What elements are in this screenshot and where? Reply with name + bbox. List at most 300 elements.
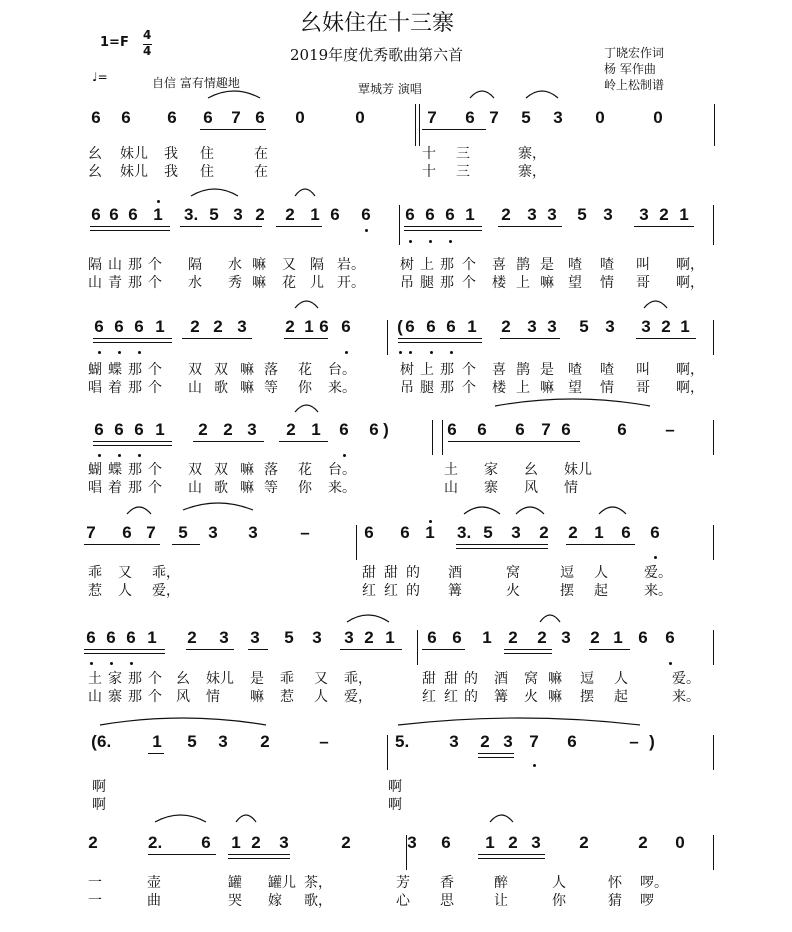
score-note: 6 xyxy=(477,420,487,439)
score-note: – xyxy=(629,732,639,751)
slur-arc xyxy=(495,399,650,406)
beam-line xyxy=(90,226,170,227)
score-note: 0 xyxy=(295,108,305,127)
slur-arc xyxy=(295,301,318,308)
lyric-syllable: 蝶 xyxy=(108,362,122,378)
score-note: 6 xyxy=(665,628,675,647)
score-note: 0 xyxy=(675,833,685,852)
score-note: 6 xyxy=(203,108,213,127)
lyric-syllable: 妹儿 xyxy=(206,671,234,687)
score-note: 6 xyxy=(400,523,410,542)
score-note: 5 xyxy=(284,628,294,647)
beam-line xyxy=(84,649,165,650)
score-note: 1 xyxy=(155,420,165,439)
lyric-syllable: 嫁 xyxy=(268,893,282,909)
lyric-syllable: 青 xyxy=(108,275,122,291)
score-note: 1 xyxy=(310,205,320,224)
lyric-syllable: 腿 xyxy=(420,380,434,396)
score-note: 2 xyxy=(508,628,518,647)
lyric-syllable: 喳 xyxy=(568,257,582,273)
lyric-syllable: 个 xyxy=(462,257,476,273)
lyric-syllable: 起 xyxy=(594,583,608,599)
lyric-syllable: 开。 xyxy=(337,275,365,291)
lyric-syllable: 住 xyxy=(200,164,214,180)
score-note: 3 xyxy=(527,317,537,336)
lyric-syllable: 着 xyxy=(108,480,122,496)
lyric-syllable: 山 xyxy=(88,689,102,705)
lyric-syllable: 爱， xyxy=(344,689,372,705)
score-note: 6 xyxy=(134,317,144,336)
lyric-syllable: 曲 xyxy=(147,893,161,909)
time-signature-top: 4 xyxy=(143,28,152,42)
lyric-syllable: 山 xyxy=(188,380,202,396)
key-signature: 1=F xyxy=(100,35,129,50)
beam-line xyxy=(504,653,552,654)
lyric-syllable: 啊 xyxy=(388,797,402,813)
lyric-syllable: 来。 xyxy=(672,689,700,705)
lyric-syllable: 猜 xyxy=(608,893,622,909)
score-note: 7 xyxy=(541,420,551,439)
octave-dot xyxy=(138,351,141,354)
beam-line xyxy=(636,338,696,339)
score-note: 2. xyxy=(148,833,163,852)
lyric-syllable: 人 xyxy=(614,671,628,687)
score-note: 2 xyxy=(501,205,511,224)
lyric-syllable: 人 xyxy=(314,689,328,705)
bar-line xyxy=(415,104,416,146)
slur-arc xyxy=(398,718,640,725)
lyric-syllable: 嘛 xyxy=(240,380,254,396)
lyric-syllable: 那 xyxy=(440,380,454,396)
score-note: 1 xyxy=(465,205,475,224)
lyric-syllable: 甜 xyxy=(422,671,436,687)
lyric-syllable: 来。 xyxy=(644,583,672,599)
beam-line xyxy=(634,226,694,227)
lyric-syllable: 个 xyxy=(462,380,476,396)
lyric-syllable: 啊 xyxy=(92,779,106,795)
lyric-syllable: 个 xyxy=(148,480,162,496)
score-note: ) xyxy=(649,732,655,751)
lyric-syllable: 红 xyxy=(444,689,458,705)
lyric-syllable: 在 xyxy=(254,146,268,162)
lyric-syllable: 爱。 xyxy=(644,565,672,581)
score-note: 3 xyxy=(639,205,649,224)
score-note: 3 xyxy=(208,523,218,542)
score-note: 6 xyxy=(94,317,104,336)
score-note: 6 xyxy=(319,317,329,336)
lyric-syllable: 寨， xyxy=(518,146,546,162)
score-note: 1 xyxy=(467,317,477,336)
score-note: 2 xyxy=(501,317,511,336)
octave-dot xyxy=(399,351,402,354)
lyric-syllable: 等 xyxy=(264,380,278,396)
lyric-syllable: 山 xyxy=(108,257,122,273)
score-note: 7 xyxy=(231,108,241,127)
score-note: 1 xyxy=(594,523,604,542)
beam-line xyxy=(182,338,252,339)
lyric-syllable: 火 xyxy=(506,583,520,599)
score-note: 6 xyxy=(515,420,525,439)
lyric-syllable: 隔 xyxy=(310,257,324,273)
beam-line xyxy=(478,757,514,758)
lyricist-credit: 丁晓宏作词 xyxy=(604,46,665,60)
score-note: 6 xyxy=(121,108,131,127)
lyric-syllable: 个 xyxy=(462,275,476,291)
lyric-syllable: 那 xyxy=(128,257,142,273)
score-note: 6 xyxy=(339,420,349,439)
lyric-syllable: 寨， xyxy=(518,164,546,180)
lyric-syllable: 那 xyxy=(128,671,142,687)
score-note: 3 xyxy=(561,628,571,647)
score-note: 2 xyxy=(480,732,490,751)
lyric-syllable: 是 xyxy=(540,257,554,273)
score-note: 3 xyxy=(407,833,417,852)
lyric-syllable: 甜 xyxy=(384,565,398,581)
score-note: 3 xyxy=(511,523,521,542)
score-note: 3 xyxy=(547,317,557,336)
score-note: 5 xyxy=(178,523,188,542)
slur-arc xyxy=(644,301,667,308)
score-note: 5 xyxy=(521,108,531,127)
lyric-syllable: 啰 xyxy=(640,893,654,909)
lyric-syllable: 人 xyxy=(552,875,566,891)
lyric-syllable: 蝶 xyxy=(108,462,122,478)
lyric-syllable: 花 xyxy=(282,275,296,291)
score-note: 1 xyxy=(304,317,314,336)
score-note: 3 xyxy=(553,108,563,127)
lyric-syllable: 的 xyxy=(464,671,478,687)
lyric-syllable: 篝 xyxy=(448,583,462,599)
lyric-syllable: 罐儿 xyxy=(268,875,296,891)
slur-arc xyxy=(183,503,253,510)
beam-line xyxy=(500,338,560,339)
composer-credit: 杨 军作曲 xyxy=(604,62,656,76)
score-note: 5 xyxy=(483,523,493,542)
lyric-syllable: 嘛 xyxy=(240,362,254,378)
bar-line xyxy=(442,420,443,455)
octave-dot xyxy=(157,200,160,203)
score-note: 2 xyxy=(539,523,549,542)
score-note: 6 xyxy=(446,317,456,336)
beam-line xyxy=(93,342,172,343)
lyric-syllable: 摆 xyxy=(580,689,594,705)
lyric-syllable: 窝 xyxy=(524,671,538,687)
score-note: 2 xyxy=(537,628,547,647)
lyric-syllable: 风 xyxy=(524,480,538,496)
lyric-syllable: 酒 xyxy=(494,671,508,687)
lyric-syllable: 起 xyxy=(614,689,628,705)
score-note: 1 xyxy=(147,628,157,647)
score-note: 6 xyxy=(638,628,648,647)
lyric-syllable: 啊 xyxy=(388,779,402,795)
score-note: 1 xyxy=(152,732,162,751)
slur-arc xyxy=(516,507,544,514)
lyric-syllable: 歌 xyxy=(214,380,228,396)
beam-line xyxy=(456,548,548,549)
score-note: 1 xyxy=(153,205,163,224)
score-note: 2 xyxy=(260,732,270,751)
lyric-syllable: 爱， xyxy=(152,583,180,599)
beam-line xyxy=(478,753,514,754)
score-note: 6 xyxy=(427,628,437,647)
lyric-syllable: 爱。 xyxy=(672,671,700,687)
lyric-syllable: 个 xyxy=(148,671,162,687)
lyric-syllable: 双 xyxy=(214,462,228,478)
lyric-syllable: 楼 xyxy=(492,275,506,291)
lyric-syllable: 那 xyxy=(440,257,454,273)
lyric-syllable: 酒 xyxy=(448,565,462,581)
bar-line xyxy=(714,104,715,146)
lyric-syllable: 情 xyxy=(206,689,220,705)
lyric-syllable: 嘛 xyxy=(252,257,266,273)
time-signature-bottom: 4 xyxy=(143,44,152,58)
octave-dot xyxy=(365,229,368,232)
score-note: 3 xyxy=(344,628,354,647)
score-note: 7 xyxy=(529,732,539,751)
bar-line xyxy=(713,320,714,355)
score-note: 6 xyxy=(122,523,132,542)
bar-line xyxy=(713,420,714,455)
lyric-syllable: 在 xyxy=(254,164,268,180)
score-note: 6 xyxy=(465,108,475,127)
lyric-syllable: 思 xyxy=(440,893,454,909)
song-title: 幺妹住在十三寨 xyxy=(300,11,455,36)
bar-line xyxy=(713,735,714,770)
octave-dot xyxy=(98,454,101,457)
score-note: 2 xyxy=(213,317,223,336)
lyric-syllable: 茶， xyxy=(304,875,332,891)
lyric-syllable: 鹊 xyxy=(516,362,530,378)
lyric-syllable: 醉 xyxy=(494,875,508,891)
score-note: 6 xyxy=(426,317,436,336)
lyric-syllable: 望 xyxy=(568,275,582,291)
lyric-syllable: 那 xyxy=(128,689,142,705)
lyric-syllable: 隔 xyxy=(88,257,102,273)
beam-line xyxy=(279,441,328,442)
beam-line xyxy=(84,544,160,545)
lyric-syllable: 罐 xyxy=(228,875,242,891)
lyric-syllable: 腿 xyxy=(420,275,434,291)
bar-line xyxy=(406,835,407,870)
score-note: 2 xyxy=(251,833,261,852)
slur-arc xyxy=(191,189,238,196)
beam-line xyxy=(284,338,328,339)
score-note: 2 xyxy=(286,420,296,439)
octave-dot xyxy=(409,351,412,354)
score-note: 1 xyxy=(485,833,495,852)
lyric-syllable: 水 xyxy=(228,257,242,273)
lyric-syllable: 秀 xyxy=(228,275,242,291)
score-note: 3 xyxy=(248,523,258,542)
lyric-syllable: 叫 xyxy=(636,257,650,273)
lyric-syllable: 个 xyxy=(462,362,476,378)
score-note: 1 xyxy=(155,317,165,336)
lyric-syllable: 幺 xyxy=(524,462,538,478)
score-note: 6 xyxy=(361,205,371,224)
beam-line xyxy=(448,441,580,442)
lyric-syllable: 甜 xyxy=(362,565,376,581)
beam-line xyxy=(200,129,266,130)
lyric-syllable: 是 xyxy=(250,671,264,687)
lyric-syllable: 山 xyxy=(188,480,202,496)
lyric-syllable: 哥 xyxy=(636,380,650,396)
lyric-syllable: 台。 xyxy=(328,462,356,478)
lyric-syllable: 你 xyxy=(298,380,312,396)
lyric-syllable: 惹 xyxy=(280,689,294,705)
score-note: 6 xyxy=(91,205,101,224)
lyric-syllable: 来。 xyxy=(328,380,356,396)
lyric-syllable: 嘛 xyxy=(240,480,254,496)
octave-dot xyxy=(429,520,432,523)
lyric-syllable: 那 xyxy=(128,380,142,396)
lyric-syllable: 哭 xyxy=(228,893,242,909)
lyric-syllable: 乖， xyxy=(344,671,372,687)
octave-dot xyxy=(669,662,672,665)
score-note: 3 xyxy=(531,833,541,852)
lyric-syllable: 是 xyxy=(540,362,554,378)
beam-line xyxy=(84,653,165,654)
score-note: 3 xyxy=(247,420,257,439)
lyric-syllable: 鹊 xyxy=(516,257,530,273)
score-note: 2 xyxy=(187,628,197,647)
lyric-syllable: 蝴 xyxy=(88,462,102,478)
beam-line xyxy=(186,649,234,650)
slur-arc xyxy=(295,189,315,196)
slur-arc xyxy=(526,91,558,98)
lyric-syllable: 嘛 xyxy=(548,671,562,687)
lyric-syllable: 树 xyxy=(400,362,414,378)
lyric-syllable: 水 xyxy=(188,275,202,291)
lyric-syllable: 个 xyxy=(148,462,162,478)
lyric-syllable: 十 xyxy=(422,146,436,162)
score-note: 3. xyxy=(184,205,199,224)
lyric-syllable: 幺 xyxy=(88,146,102,162)
score-note: 6 xyxy=(167,108,177,127)
lyric-syllable: 落 xyxy=(264,462,278,478)
score-note: 7 xyxy=(489,108,499,127)
lyric-syllable: 歌 xyxy=(214,480,228,496)
lyric-syllable: 双 xyxy=(188,462,202,478)
beam-line xyxy=(478,854,545,855)
beam-line xyxy=(422,649,465,650)
lyric-syllable: 乖， xyxy=(152,565,180,581)
transcriber-credit: 岭上松制谱 xyxy=(604,78,665,92)
lyric-syllable: 怀 xyxy=(608,875,622,891)
score-note: 2 xyxy=(190,317,200,336)
score-note: 5 xyxy=(187,732,197,751)
score-note: 6 xyxy=(425,205,435,224)
lyric-syllable: 土 xyxy=(444,462,458,478)
score-note: 5. xyxy=(395,732,410,751)
lyric-syllable: 儿 xyxy=(310,275,324,291)
score-note: 1 xyxy=(680,317,690,336)
score-note: 7 xyxy=(86,523,96,542)
score-note: 6 xyxy=(341,317,351,336)
lyric-syllable: 心 xyxy=(396,893,410,909)
score-note: 2 xyxy=(579,833,589,852)
lyric-syllable: 望 xyxy=(568,380,582,396)
lyric-syllable: 喜 xyxy=(492,362,506,378)
lyric-syllable: 啊 xyxy=(92,797,106,813)
lyric-syllable: 家 xyxy=(108,671,122,687)
beam-line xyxy=(193,441,264,442)
lyric-syllable: 摆 xyxy=(560,583,574,599)
score-note: 2 xyxy=(255,205,265,224)
octave-dot xyxy=(343,454,346,457)
beam-line xyxy=(148,753,164,754)
score-note: 3 xyxy=(237,317,247,336)
lyric-syllable: 我 xyxy=(164,164,178,180)
octave-dot xyxy=(90,662,93,665)
lyric-syllable: 壶 xyxy=(147,875,161,891)
score-note: 2 xyxy=(285,317,295,336)
lyric-syllable: 幺 xyxy=(88,164,102,180)
score-note: 2 xyxy=(661,317,671,336)
beam-line xyxy=(93,441,172,442)
score-note: 6 xyxy=(364,523,374,542)
octave-dot xyxy=(409,240,412,243)
lyric-syllable: 情 xyxy=(600,275,614,291)
slur-arc xyxy=(347,615,389,622)
lyric-syllable: 啊， xyxy=(676,275,704,291)
beam-line xyxy=(422,129,486,130)
lyric-syllable: 嘛 xyxy=(548,689,562,705)
lyric-syllable: 嘛 xyxy=(240,462,254,478)
score-note: 0 xyxy=(595,108,605,127)
lyric-syllable: 吊 xyxy=(400,275,414,291)
score-note: 6 xyxy=(617,420,627,439)
tempo-mark: ♩= xyxy=(92,70,108,84)
lyric-syllable: 唱 xyxy=(88,380,102,396)
beam-line xyxy=(148,854,216,855)
lyric-syllable: 红 xyxy=(422,689,436,705)
score-note: 3 xyxy=(312,628,322,647)
score-note: 6 xyxy=(405,205,415,224)
lyric-syllable: 甜 xyxy=(444,671,458,687)
bar-line xyxy=(713,525,714,560)
lyric-syllable: 唱 xyxy=(88,480,102,496)
lyric-syllable: 那 xyxy=(128,362,142,378)
beam-line xyxy=(172,544,200,545)
lyric-syllable: 人 xyxy=(118,583,132,599)
score-note: 3 xyxy=(279,833,289,852)
score-note: 6 xyxy=(94,420,104,439)
lyric-syllable: 那 xyxy=(440,362,454,378)
score-note: 2 xyxy=(88,833,98,852)
score-note: 3 xyxy=(605,317,615,336)
score-note: 2 xyxy=(568,523,578,542)
lyric-syllable: 上 xyxy=(516,275,530,291)
lyric-syllable: 乖 xyxy=(280,671,294,687)
beam-line xyxy=(340,649,402,650)
score-note: 0 xyxy=(653,108,663,127)
beam-line xyxy=(93,445,172,446)
lyric-syllable: 嘛 xyxy=(252,275,266,291)
lyric-syllable: 喳 xyxy=(600,257,614,273)
lyric-syllable: 土 xyxy=(88,671,102,687)
beam-line xyxy=(228,858,290,859)
lyric-syllable: 来。 xyxy=(328,480,356,496)
score-note: 2 xyxy=(508,833,518,852)
beam-line xyxy=(228,854,290,855)
beam-line xyxy=(478,858,545,859)
score-note: 6 xyxy=(621,523,631,542)
score-note: – xyxy=(319,732,329,751)
lyric-syllable: 篝 xyxy=(494,689,508,705)
lyric-syllable: 上 xyxy=(420,257,434,273)
score-note: 2 xyxy=(341,833,351,852)
octave-dot xyxy=(110,662,113,665)
